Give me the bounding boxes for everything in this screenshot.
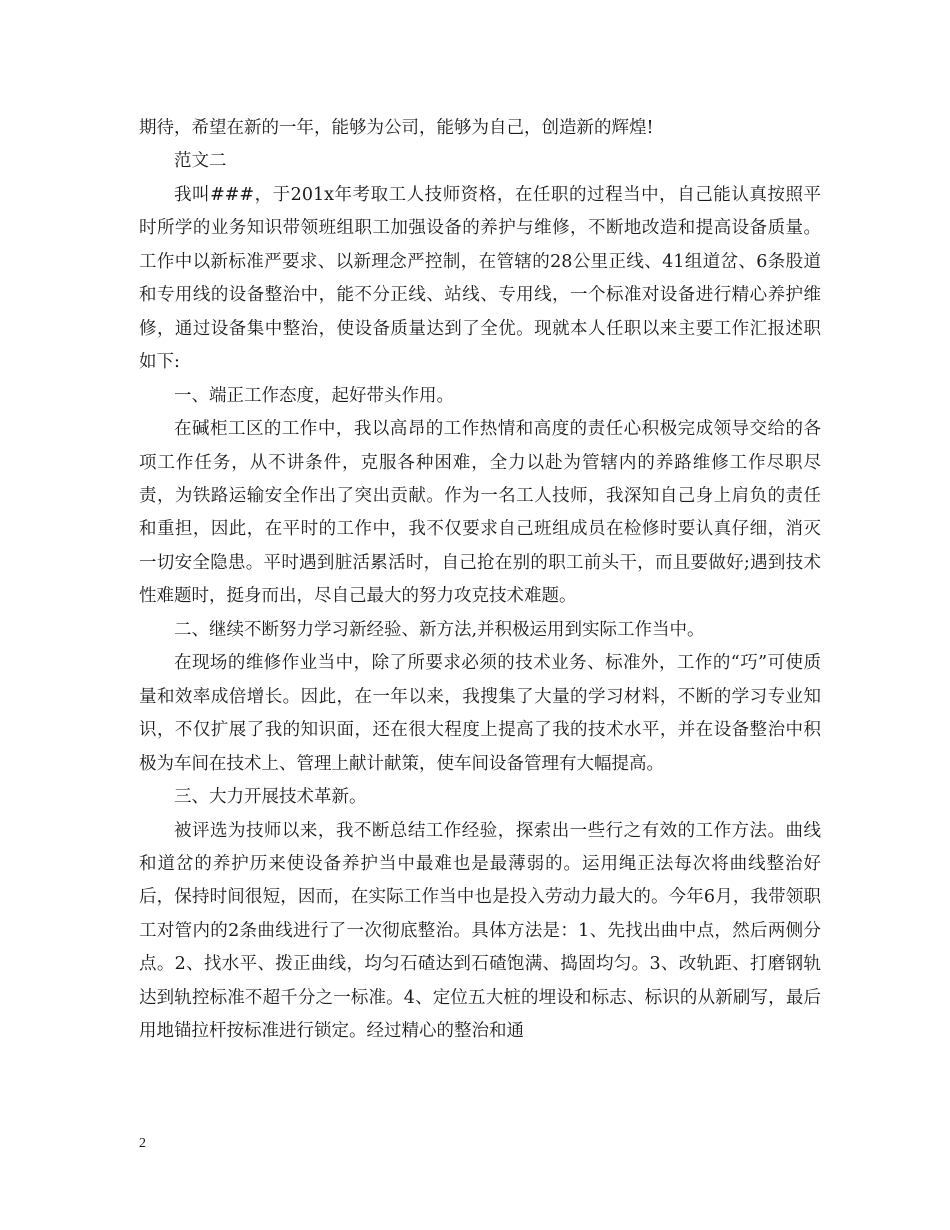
heading-point-two: 二、继续不断努力学习新经验、新方法,并积极运用到实际工作当中。 <box>174 619 705 640</box>
heading-point-one: 一、端正工作态度，起好带头作用。 <box>174 385 454 406</box>
paragraph-point-three: 被评选为技师以来，我不断总结工作经验，探索出一些行之有效的工作方法。曲线和道岔的养护历来使设备养护当中最难也是最薄弱的。运用绳正法每次将曲线整治好后，保持时间很短，因而，在实际工作当中也是投入劳动力最大的。今年6月，我带领职工对管内的2条曲线进行了一次彻底整治。具体方法是：1、先找出曲中点，然后两侧分点。2、找水平、拨正曲线，均匀石碴达到石碴饱满、捣固均匀。3、改轨距、打磨钢轨达到轨控标准不超千分之一标准。4、定位五大桩的埋设和标志、标识的从新刷写，最后用地锚拉杆按标准进行锁定。经过精心的整治和通 <box>139 820 821 1042</box>
page-number: 2 <box>139 1136 146 1151</box>
paragraph-closing-line: 期待，希望在新的一年，能够为公司，能够为自己，创造新的辉煌! <box>139 118 654 138</box>
document-body <box>139 112 821 1049</box>
section-heading-fanwen-er: 范文二 <box>174 151 227 172</box>
paragraph-point-one: 在碱柜工区的工作中，我以高昂的工作热情和高度的责任心积极完成领导交给的各项工作任务，从不讲条件，克服各种困难，全力以赴为管辖内的养路维修工作尽职尽责，为铁路运输安全作出了突出贡献。作为一名工人技师，我深知自己身上肩负的责任和重担，因此，在平时的工作中，我不仅要求自己班组成员在检修时要认真仔细，消灭一切安全隐患。平时遇到脏活累活时，自己抢在别的职工前头干，而且要做好;遇到技术性难题时，挺身而出，尽自己最大的努力攻克技术难题。 <box>139 419 821 607</box>
paragraph-point-two: 在现场的维修作业当中，除了所要求必须的技术业务、标准外，工作的“巧”可使质量和效率成倍增长。因此，在一年以来，我搜集了大量的学习材料，不断的学习专业知识，不仅扩展了我的知识面，还在很大程度上提高了我的技术水平，并在设备整治中积极为车间在技术上、管理上献计献策，使车间设备管理有大幅提高。 <box>139 653 821 774</box>
paragraph-introduction: 我叫###，于201x年考取工人技师资格，在任职的过程当中，自己能认真按照平时所学的业务知识带领班组职工加强设备的养护与维修，不断地改造和提高设备质量。工作中以新标准严要求、以新理念严控制，在管辖的28公里正线、41组道岔、6条股道和专用线的设备整治中，能不分正线、站线、专用线，一个标准对设备进行精心养护维修，通过设备集中整治，使设备质量达到了全优。现就本人任职以来主要工作汇报述职如下: <box>139 184 821 373</box>
heading-point-three: 三、大力开展技术革新。 <box>174 787 367 808</box>
